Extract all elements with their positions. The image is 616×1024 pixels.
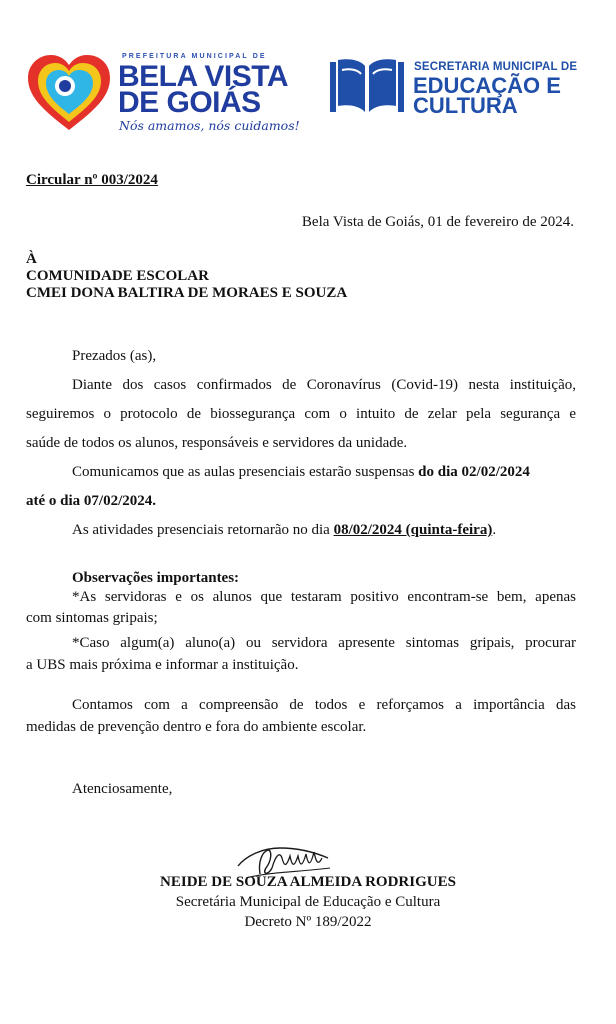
education-logo-line1: EDUCAÇÃO E bbox=[413, 73, 561, 98]
return-date: 08/02/2024 (quinta-feira) bbox=[333, 522, 493, 538]
addressee-prefix: À bbox=[26, 251, 37, 267]
city-heart-logo-icon bbox=[26, 52, 112, 134]
para3: As atividades presenciais retornarão no dia 08/02/2024 (quinta-feira). bbox=[72, 522, 497, 538]
place-date: Bela Vista de Goiás, 01 de fevereiro de 2024. bbox=[301, 214, 574, 230]
city-logo-line1: BELA VISTA bbox=[118, 60, 289, 93]
observations-title: Observações importantes: bbox=[72, 570, 240, 586]
education-logo-line2: CULTURA bbox=[413, 93, 518, 118]
sign-off: Atenciosamente, bbox=[72, 781, 173, 797]
letterhead bbox=[0, 0, 616, 150]
city-slogan: Nós amamos, nós cuidamos! bbox=[119, 118, 300, 133]
suspension-end-date: até o dia 07/02/2024. bbox=[26, 493, 156, 509]
closing-line2: medidas de prevenção dentro e fora do ambiente escolar. bbox=[26, 719, 367, 735]
suspension-start-date: do dia 02/02/2024 bbox=[418, 464, 530, 480]
city-logo-line2: DE GOIÁS bbox=[118, 86, 261, 119]
para3-text: As atividades presenciais retornarão no dia bbox=[72, 522, 334, 538]
city-logo-small-text: PREFEITURA MUNICIPAL DE bbox=[122, 53, 267, 60]
obs2-line1: *Caso algum(a) aluno(a) ou servidora apresente sintomas gripais, procurar bbox=[72, 635, 576, 651]
signer-name: NEIDE DE SOUZA ALMEIDA RODRIGUES bbox=[160, 874, 456, 890]
signer-title: Secretária Municipal de Educação e Cultura bbox=[175, 894, 441, 910]
para1-line2: seguiremos o protocolo de biossegurança com o intuito de zelar pela segurança e bbox=[26, 406, 576, 422]
closing-line1: Contamos com a compreensão de todos e reforçamos a importância das bbox=[72, 697, 576, 713]
decree-number: Decreto Nº 189/2022 bbox=[244, 914, 372, 930]
para2-line1 bbox=[72, 463, 530, 481]
para2-text: Comunicamos que as aulas presenciais estarão suspensas bbox=[72, 464, 419, 480]
obs2-line2: a UBS mais próxima e informar a instituição. bbox=[26, 657, 299, 673]
education-logo-small-text: SECRETARIA MUNICIPAL DE bbox=[414, 61, 578, 73]
recipient-line1: COMUNIDADE ESCOLAR bbox=[26, 268, 209, 284]
para1-line1: Diante dos casos confirmados de Coronavírus (Covid-19) nesta instituição, bbox=[72, 377, 576, 393]
obs1-line2: com sintomas gripais; bbox=[26, 610, 158, 626]
obs1-line1: *As servidoras e os alunos que testaram positivo encontram-se bem, apenas bbox=[72, 589, 576, 605]
greeting: Prezados (as), bbox=[72, 348, 157, 364]
circular-number: Circular nº 003/2024 bbox=[26, 172, 158, 188]
open-book-icon bbox=[328, 56, 406, 116]
para1-line3: saúde de todos os alunos, responsáveis e servidores da unidade. bbox=[26, 435, 408, 451]
recipient-line2: CMEI DONA BALTIRA DE MORAES E SOUZA bbox=[26, 285, 348, 301]
